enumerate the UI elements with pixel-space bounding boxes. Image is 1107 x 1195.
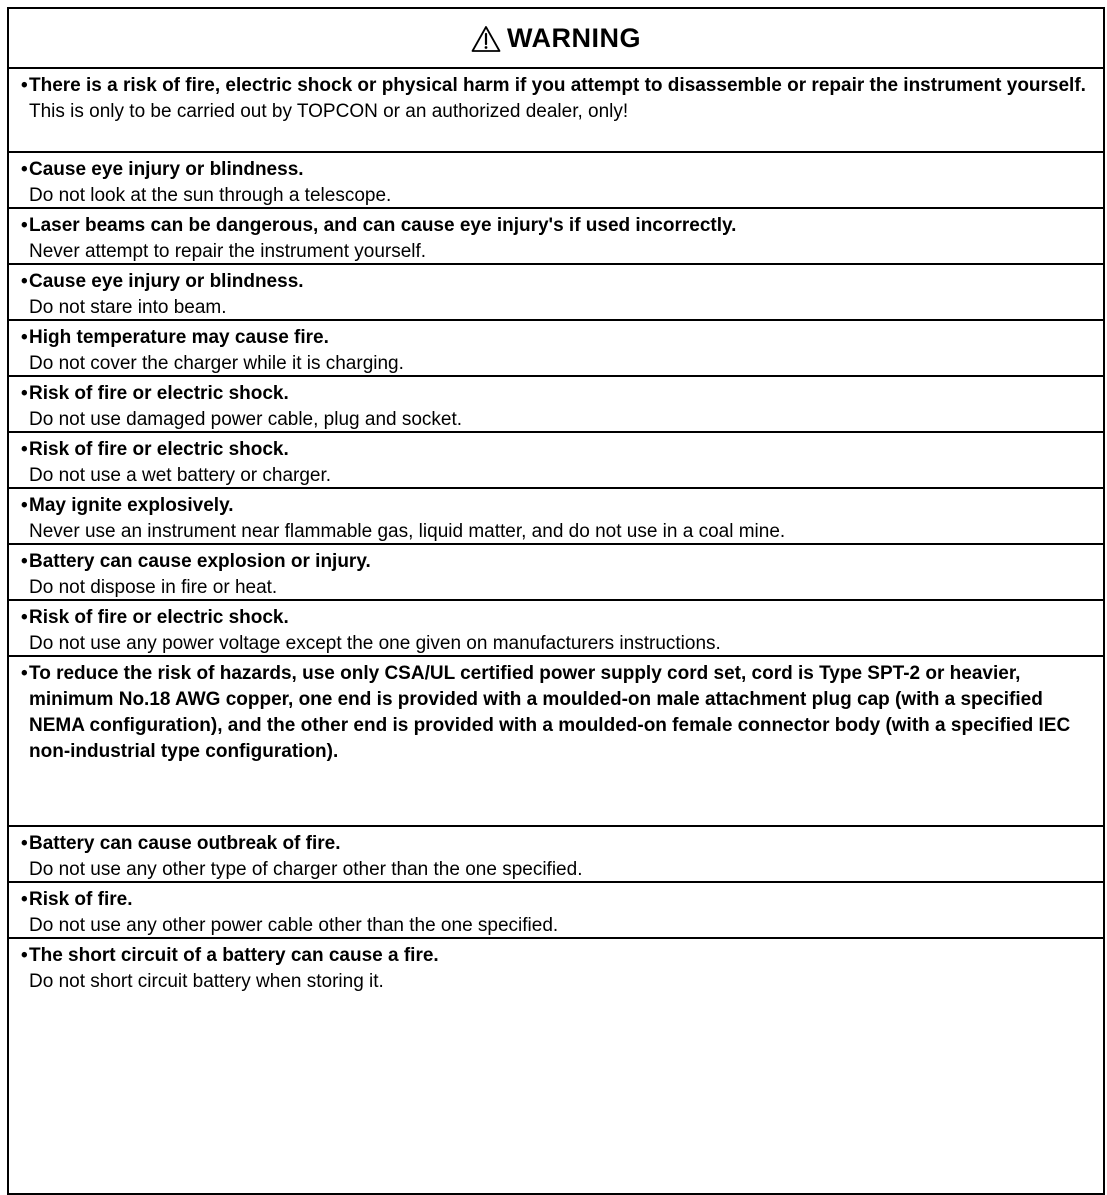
bullet: • (21, 495, 28, 516)
warning-header (9, 9, 1103, 69)
warning-item-heading: High temperature may cause fire. (29, 327, 329, 348)
bullet: • (21, 439, 28, 460)
warning-item-instruction: Never attempt to repair the instrument yourself. (29, 241, 427, 262)
warning-item-heading: Risk of fire or electric shock. (29, 439, 289, 460)
warning-item-heading: Battery can cause explosion or injury. (29, 551, 371, 572)
warning-triangle-icon (471, 25, 501, 53)
warning-item-heading: Laser beams can be dangerous, and can cause eye injury's if used incorrectly. (29, 215, 737, 236)
warning-item (9, 321, 1103, 377)
warning-item-heading: There is a risk of fire, electric shock or physical harm if you attempt to disassemble or repair the instrument yourself. (29, 75, 1086, 96)
warning-item (9, 883, 1103, 939)
warning-title: WARNING (507, 22, 641, 53)
bullet: • (21, 551, 28, 572)
warning-item (9, 489, 1103, 545)
warning-item-instruction: Never use an instrument near flammable gas, liquid matter, and do not use in a coal mine. (29, 521, 786, 542)
bullet: • (21, 663, 28, 684)
warning-item-heading: To reduce the risk of hazards, use only CSA/UL certified power supply cord set, cord is Type SPT-2 or heavier, minimum No.18 AWG copper, one end is provided with a moulded-on male attachment plug cap (with a specified NEMA configuration), and the other end is provided with a moulded-on female connector body (with a specified IEC non-industrial type configuration). (29, 663, 1071, 762)
warning-item-heading: Battery can cause outbreak of fire. (29, 833, 341, 854)
warning-item-instruction: This is only to be carried out by TOPCON or an authorized dealer, only! (29, 101, 629, 122)
warning-item (9, 209, 1103, 265)
warning-item-instruction: Do not look at the sun through a telescope. (29, 185, 392, 206)
bullet: • (21, 833, 28, 854)
warning-item-instruction: Do not cover the charger while it is charging. (29, 353, 404, 374)
warning-item-instruction: Do not short circuit battery when storing it. (29, 971, 384, 992)
bullet: • (21, 607, 28, 628)
warning-item (9, 69, 1103, 153)
warning-item-heading: Risk of fire. (29, 889, 133, 910)
warning-item (9, 827, 1103, 883)
bullet: • (21, 159, 28, 180)
warning-item-instruction: Do not stare into beam. (29, 297, 227, 318)
warning-item-instruction: Do not use any other type of charger other than the one specified. (29, 859, 583, 880)
warning-item (9, 939, 1103, 995)
bullet: • (21, 327, 28, 348)
warning-item-heading: Cause eye injury or blindness. (29, 271, 304, 292)
warning-item-instruction: Do not use damaged power cable, plug and socket. (29, 409, 463, 430)
warning-item (9, 377, 1103, 433)
warning-item (9, 153, 1103, 209)
bullet: • (21, 271, 28, 292)
warning-item-instruction: Do not dispose in fire or heat. (29, 577, 278, 598)
warning-item-heading: The short circuit of a battery can cause a fire. (29, 945, 439, 966)
bullet: • (21, 75, 28, 96)
warning-item-heading: Risk of fire or electric shock. (29, 383, 289, 404)
warning-item-heading: May ignite explosively. (29, 495, 234, 516)
warning-list (9, 69, 1103, 1193)
warning-item-instruction: Do not use a wet battery or charger. (29, 465, 332, 486)
bullet: • (21, 383, 28, 404)
warning-item (9, 265, 1103, 321)
warning-item (9, 657, 1103, 827)
warning-item-heading: Risk of fire or electric shock. (29, 607, 289, 628)
bullet: • (21, 889, 28, 910)
warning-item (9, 601, 1103, 657)
warning-item-instruction: Do not use any power voltage except the one given on manufacturers instructions. (29, 633, 721, 654)
warning-item-instruction: Do not use any other power cable other than the one specified. (29, 915, 559, 936)
bullet: • (21, 945, 28, 966)
warning-item (9, 433, 1103, 489)
bullet: • (21, 215, 28, 236)
warning-item-heading: Cause eye injury or blindness. (29, 159, 304, 180)
warning-item (9, 545, 1103, 601)
warning-box (7, 7, 1105, 1195)
